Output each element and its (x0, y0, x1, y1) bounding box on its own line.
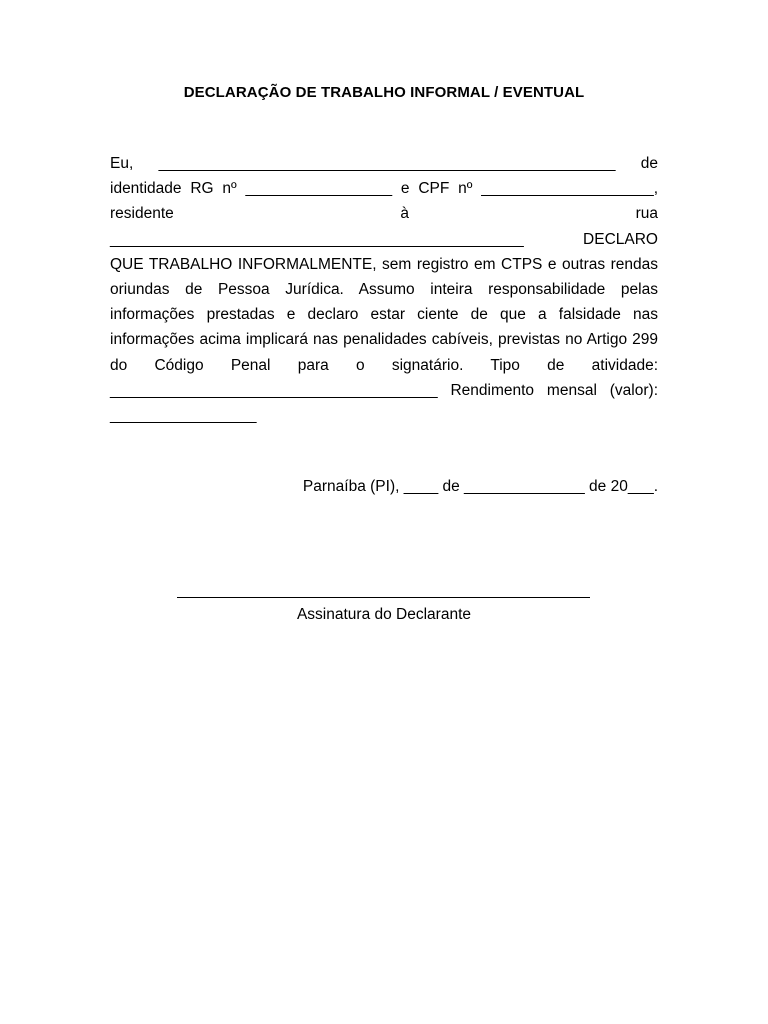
body-line-3: residente à rua (110, 205, 658, 223)
body-line-11: _________________ (110, 406, 257, 424)
signature-label: Assinatura do Declarante (296, 606, 472, 623)
body-line-1: Eu, _____________________________________________________ de (110, 155, 658, 172)
body-line-10: ______________________________________ Rendimento mensal (valor): (110, 381, 658, 399)
signature-line (177, 597, 590, 598)
body-line-5: QUE TRABALHO INFORMALMENTE, sem registro em CTPS e outras rendas (110, 255, 658, 273)
body-line-4: ________________________________________________ DECLARO (110, 230, 658, 248)
body-line-2: identidade RG nº _________________ e CPF nº ____________________, (110, 180, 658, 198)
body-line-7: informações prestadas e declaro estar ciente de que a falsidade nas (110, 306, 658, 324)
body-line-9: do Código Penal para o signatário. Tipo de atividade: (110, 356, 658, 374)
body-line-8: informações acima implicará nas penalidades cabíveis, previstas no Artigo 299 (110, 331, 658, 349)
body-line-6: oriundas de Pessoa Jurídica. Assumo inteira responsabilidade pelas (110, 280, 658, 298)
document-title: DECLARAÇÃO DE TRABALHO INFORMAL / EVENTUAL (183, 84, 585, 101)
place-date-line: Parnaíba (PI), ____ de ______________ de 20___. (302, 478, 658, 495)
declaration-body (110, 151, 658, 428)
